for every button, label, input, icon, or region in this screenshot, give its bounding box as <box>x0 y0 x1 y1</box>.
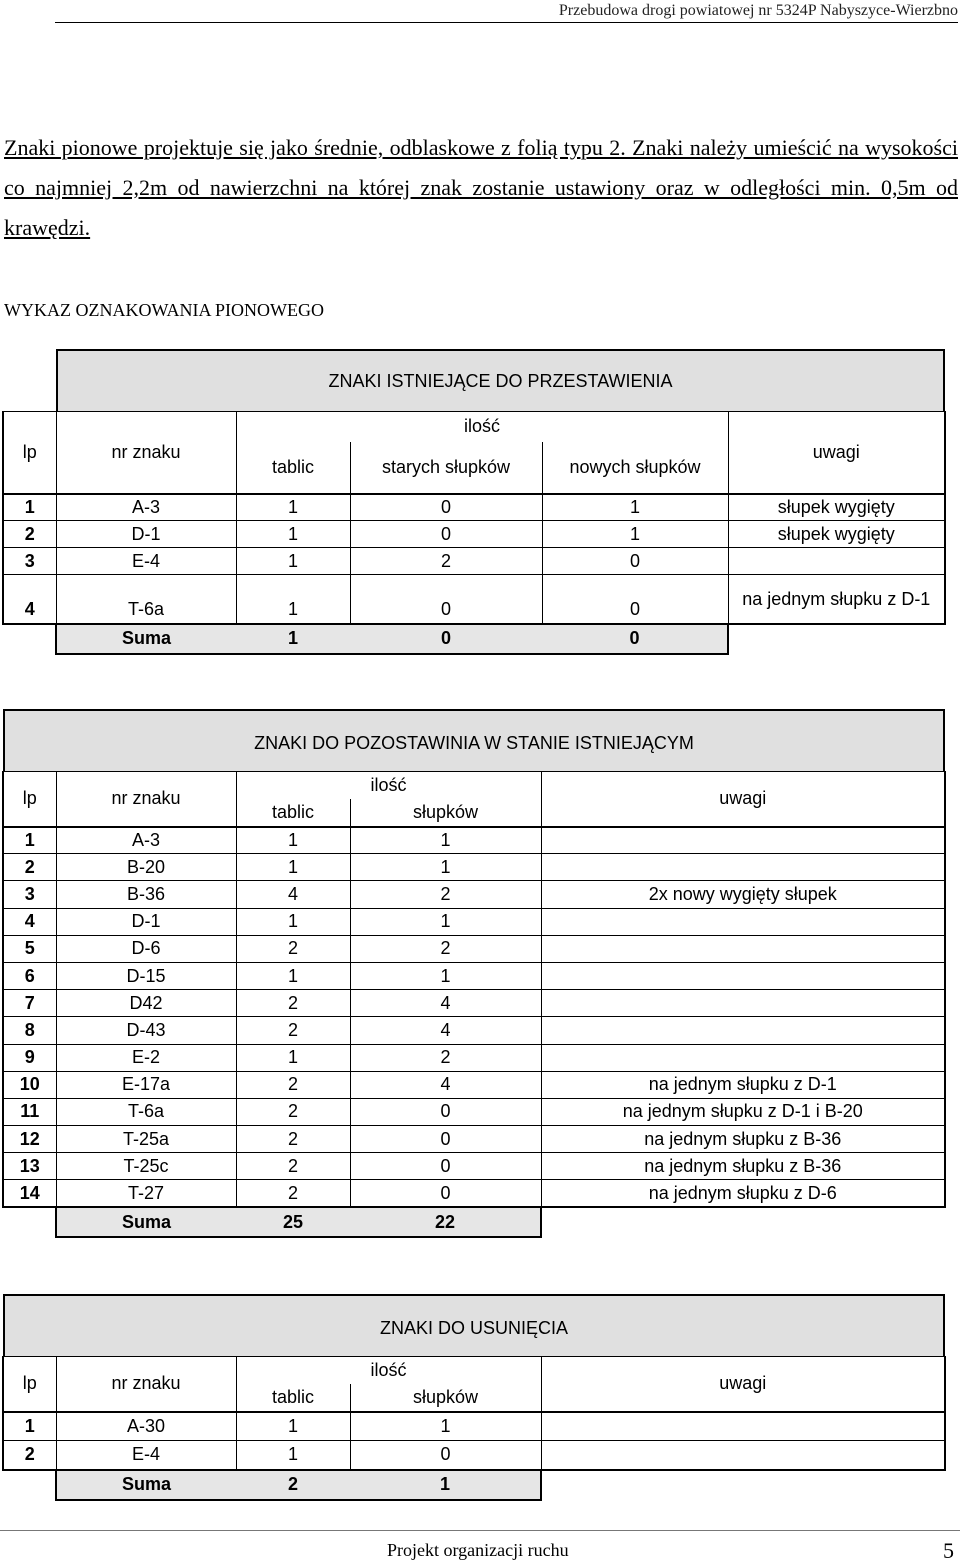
row-nr: E-17a <box>56 1071 236 1098</box>
sum-tablic: 1 <box>236 624 350 654</box>
table3-col-lp: lp <box>3 1357 56 1412</box>
sum-label: Suma <box>56 1207 236 1237</box>
table-existing-to-move <box>2 349 946 655</box>
row-slupkow: 0 <box>350 1126 541 1153</box>
row-lp: 5 <box>3 935 56 962</box>
row-nr: E-4 <box>56 1441 236 1470</box>
table-row <box>3 548 945 575</box>
row-lp: 2 <box>3 1441 56 1470</box>
row-nr: T-25a <box>56 1126 236 1153</box>
row-tablic: 1 <box>236 854 350 881</box>
table1-col-uwagi: uwagi <box>728 412 945 494</box>
row-uwagi <box>541 854 945 881</box>
row-lp: 1 <box>3 827 56 854</box>
table2-col-uwagi: uwagi <box>541 772 945 827</box>
row-slupkow: 1 <box>350 854 541 881</box>
row-nr: T-6a <box>56 575 236 624</box>
row-lp: 13 <box>3 1153 56 1180</box>
table-row <box>3 854 945 881</box>
row-tablic: 2 <box>236 1098 350 1125</box>
row-starych: 0 <box>350 494 542 521</box>
table3-title-wrap <box>3 1294 945 1357</box>
row-lp: 4 <box>3 575 56 624</box>
row-tablic: 1 <box>236 1441 350 1470</box>
page-number: 5 <box>943 1538 954 1563</box>
row-tablic: 2 <box>236 1071 350 1098</box>
table-row <box>3 827 945 854</box>
row-nr: D-1 <box>56 521 236 548</box>
intro-text: Znaki pionowe projektuje się jako średnie, odblaskowe z folią typu 2. Znaki należy umieścić na wysokości co najmniej 2,2m od nawierzchni na której znak zostanie ustawiony oraz w odległości min. 0,5m od krawędzi. <box>4 135 958 240</box>
row-uwagi <box>541 962 945 989</box>
row-starych: 0 <box>350 521 542 548</box>
table3-col-slupkow: słupków <box>350 1384 541 1412</box>
row-lp: 4 <box>3 908 56 935</box>
row-nr: D-15 <box>56 962 236 989</box>
row-tablic: 1 <box>236 1412 350 1441</box>
table2-title-wrap <box>3 709 945 772</box>
row-nr: D42 <box>56 990 236 1017</box>
row-lp: 8 <box>3 1017 56 1044</box>
row-uwagi <box>541 827 945 854</box>
row-tablic: 1 <box>236 521 350 548</box>
row-tablic: 1 <box>236 575 350 624</box>
table-row <box>3 1098 945 1125</box>
row-tablic: 2 <box>236 990 350 1017</box>
row-slupkow: 0 <box>350 1098 541 1125</box>
table-row <box>3 962 945 989</box>
row-lp: 3 <box>3 548 56 575</box>
row-tablic: 2 <box>236 935 350 962</box>
table-row <box>3 494 945 521</box>
table2-title: ZNAKI DO POZOSTAWINIA W STANIE ISTNIEJĄCYM <box>3 709 945 771</box>
table-row <box>3 1126 945 1153</box>
header-rule <box>55 22 958 23</box>
row-uwagi <box>541 1412 945 1441</box>
row-slupkow: 1 <box>350 827 541 854</box>
row-nr: A-3 <box>56 494 236 521</box>
table1-col-lp: lp <box>3 412 56 494</box>
table-sum-row <box>3 624 945 654</box>
row-lp: 7 <box>3 990 56 1017</box>
row-tablic: 2 <box>236 1153 350 1180</box>
table-sum-row <box>3 1207 945 1237</box>
footer-rule <box>0 1530 960 1531</box>
row-slupkow: 4 <box>350 990 541 1017</box>
table-row <box>3 1153 945 1180</box>
row-slupkow: 4 <box>350 1071 541 1098</box>
row-lp: 10 <box>3 1071 56 1098</box>
table-row <box>3 881 945 908</box>
table-row <box>3 1044 945 1071</box>
row-lp: 2 <box>3 521 56 548</box>
table-row <box>3 1412 945 1441</box>
row-lp: 6 <box>3 962 56 989</box>
table3-col-ilosc: ilość <box>236 1357 541 1384</box>
row-nr: D-6 <box>56 935 236 962</box>
row-lp: 1 <box>3 494 56 521</box>
table3-col-uwagi: uwagi <box>541 1357 945 1412</box>
row-starych: 2 <box>350 548 542 575</box>
table1-col-tablic: tablic <box>236 442 350 494</box>
row-slupkow: 2 <box>350 1044 541 1071</box>
row-nowych: 0 <box>542 548 728 575</box>
table-row <box>3 908 945 935</box>
row-uwagi <box>541 935 945 962</box>
row-lp: 11 <box>3 1098 56 1125</box>
sum-slupkow: 1 <box>350 1470 541 1500</box>
table-row <box>3 1180 945 1207</box>
sum-starych: 0 <box>350 624 542 654</box>
table-row <box>3 1017 945 1044</box>
table-row <box>3 1071 945 1098</box>
table-to-remove <box>2 1294 946 1501</box>
row-tablic: 2 <box>236 1017 350 1044</box>
document-header: Przebudowa drogi powiatowej nr 5324P Nabyszyce-Wierzbno <box>558 2 958 19</box>
footer-text: Projekt organizacji ruchu <box>387 1540 569 1560</box>
row-nr: D-43 <box>56 1017 236 1044</box>
table-leave-existing <box>2 709 946 1238</box>
table2-col-lp: lp <box>3 772 56 827</box>
row-nr: E-4 <box>56 548 236 575</box>
row-uwagi: na jednym słupku z D-6 <box>541 1180 945 1207</box>
row-uwagi <box>541 1017 945 1044</box>
row-uwagi <box>541 990 945 1017</box>
row-lp: 2 <box>3 854 56 881</box>
row-slupkow: 2 <box>350 935 541 962</box>
row-slupkow: 0 <box>350 1441 541 1470</box>
table2-col-tablic: tablic <box>236 799 350 827</box>
row-nowych: 1 <box>542 521 728 548</box>
row-uwagi: słupek wygięty <box>728 494 945 521</box>
row-uwagi: 2x nowy wygięty słupek <box>541 881 945 908</box>
row-uwagi: na jednym słupku z D-1 <box>728 575 945 624</box>
row-tablic: 1 <box>236 494 350 521</box>
row-nowych: 1 <box>542 494 728 521</box>
sum-label: Suma <box>56 1470 236 1500</box>
row-nr: D-1 <box>56 908 236 935</box>
row-nr: T-27 <box>56 1180 236 1207</box>
row-tablic: 1 <box>236 908 350 935</box>
row-tablic: 1 <box>236 827 350 854</box>
row-uwagi: słupek wygięty <box>728 521 945 548</box>
row-nr: E-2 <box>56 1044 236 1071</box>
row-tablic: 2 <box>236 1180 350 1207</box>
table3-col-tablic: tablic <box>236 1384 350 1412</box>
row-lp: 9 <box>3 1044 56 1071</box>
row-tablic: 1 <box>236 962 350 989</box>
row-lp: 1 <box>3 1412 56 1441</box>
sum-tablic: 2 <box>236 1470 350 1500</box>
table2-body <box>3 827 945 1208</box>
row-uwagi <box>541 1441 945 1470</box>
intro-paragraph <box>4 128 958 248</box>
row-uwagi: na jednym słupku z B-36 <box>541 1153 945 1180</box>
row-slupkow: 0 <box>350 1153 541 1180</box>
table-row <box>3 990 945 1017</box>
row-nr: A-3 <box>56 827 236 854</box>
table-sum-row <box>3 1470 945 1500</box>
row-uwagi <box>541 908 945 935</box>
list-title: WYKAZ OZNAKOWANIA PIONOWEGO <box>4 300 324 320</box>
row-uwagi: na jednym słupku z D-1 i B-20 <box>541 1098 945 1125</box>
sum-tablic: 25 <box>236 1207 350 1237</box>
table2-col-ilosc: ilość <box>236 772 541 799</box>
table-row <box>3 521 945 548</box>
row-nowych: 0 <box>542 575 728 624</box>
row-slupkow: 4 <box>350 1017 541 1044</box>
sum-label: Suma <box>56 624 236 654</box>
table2-col-slupkow: słupków <box>350 799 541 827</box>
table3-col-nr: nr znaku <box>56 1357 236 1412</box>
table-row <box>3 1441 945 1470</box>
row-nr: T-6a <box>56 1098 236 1125</box>
row-nr: A-30 <box>56 1412 236 1441</box>
row-slupkow: 1 <box>350 1412 541 1441</box>
table-row <box>3 935 945 962</box>
row-tablic: 1 <box>236 1044 350 1071</box>
row-uwagi <box>728 548 945 575</box>
table1-col-ilosc: ilość <box>236 412 728 442</box>
row-uwagi: na jednym słupku z D-1 <box>541 1071 945 1098</box>
table2-col-nr: nr znaku <box>56 772 236 827</box>
table3-body <box>3 1412 945 1470</box>
row-starych: 0 <box>350 575 542 624</box>
row-tablic: 2 <box>236 1126 350 1153</box>
sum-slupkow: 22 <box>350 1207 541 1237</box>
table1-title-wrap <box>3 349 945 412</box>
sum-nowych: 0 <box>542 624 728 654</box>
row-tablic: 4 <box>236 881 350 908</box>
row-lp: 14 <box>3 1180 56 1207</box>
row-tablic: 1 <box>236 548 350 575</box>
row-lp: 3 <box>3 881 56 908</box>
row-slupkow: 1 <box>350 962 541 989</box>
row-nr: T-25c <box>56 1153 236 1180</box>
table1-title: ZNAKI ISTNIEJĄCE DO PRZESTAWIENIA <box>56 349 945 411</box>
row-uwagi: na jednym słupku z B-36 <box>541 1126 945 1153</box>
table1-col-starych: starych słupków <box>350 442 542 494</box>
row-nr: B-20 <box>56 854 236 881</box>
row-uwagi <box>541 1044 945 1071</box>
row-nr: B-36 <box>56 881 236 908</box>
table3-title: ZNAKI DO USUNIĘCIA <box>3 1294 945 1356</box>
row-lp: 12 <box>3 1126 56 1153</box>
row-slupkow: 2 <box>350 881 541 908</box>
row-slupkow: 0 <box>350 1180 541 1207</box>
row-slupkow: 1 <box>350 908 541 935</box>
table-row <box>3 575 945 624</box>
table1-col-nowych: nowych słupków <box>542 442 728 494</box>
table1-col-nr: nr znaku <box>56 412 236 494</box>
